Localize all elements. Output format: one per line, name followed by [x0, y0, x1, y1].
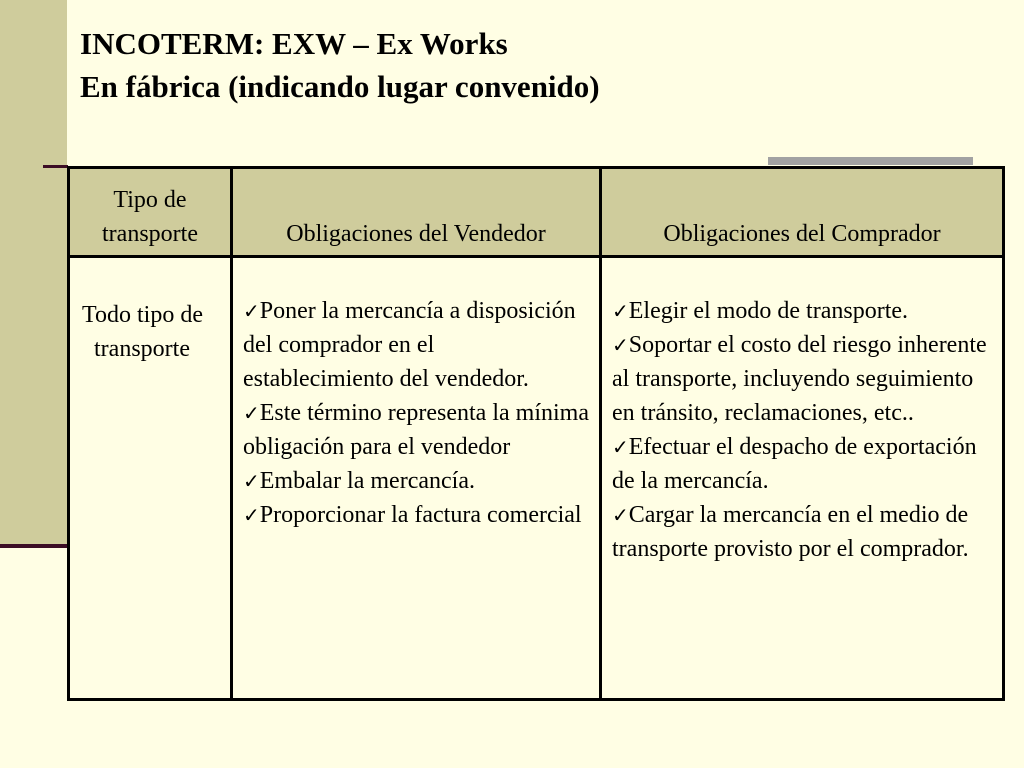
header-seller-obligations: Obligaciones del Vendedor	[232, 168, 601, 257]
incoterm-table	[67, 166, 1005, 701]
header-buyer-obligations: Obligaciones del Comprador	[601, 168, 1004, 257]
checkmark-icon: ✓	[612, 333, 629, 357]
side-accent-band	[0, 0, 67, 547]
buyer-obligation-text: Efectuar el despacho de exportación de la mercancía.	[612, 434, 977, 494]
list-item	[243, 498, 589, 532]
title-line-1: INCOTERM: EXW – Ex Works	[80, 26, 508, 61]
cell-buyer-obligations	[601, 257, 1004, 700]
buyer-obligation-text: Elegir el modo de transporte.	[628, 298, 909, 324]
checkmark-icon: ✓	[612, 503, 629, 527]
list-item	[612, 328, 992, 430]
header-transport-type	[69, 168, 232, 257]
list-item	[612, 430, 992, 498]
slide-title	[80, 22, 600, 108]
checkmark-icon: ✓	[243, 503, 260, 527]
title-line-2: En fábrica (indicando lugar convenido)	[80, 69, 600, 104]
list-item	[243, 294, 589, 396]
header-transport-type-label: Tipo de transporte	[102, 187, 198, 247]
buyer-obligation-text: Soportar el costo del riesgo inherente al transporte, incluyendo seguimiento en tránsito, reclamaciones, etc..	[612, 332, 987, 426]
cell-seller-obligations	[232, 257, 601, 700]
list-item	[243, 464, 589, 498]
buyer-obligation-text: Cargar la mercancía en el medio de transporte provisto por el comprador.	[612, 502, 969, 562]
accent-rule-top	[43, 165, 68, 168]
seller-obligation-text: Embalar la mercancía.	[259, 468, 475, 494]
table-row	[69, 257, 1004, 700]
list-item	[612, 498, 992, 566]
seller-obligation-text: Proporcionar la factura comercial	[259, 502, 582, 528]
checkmark-icon: ✓	[243, 401, 260, 425]
checkmark-icon: ✓	[612, 299, 629, 323]
seller-obligation-text: Poner la mercancía a disposición del comprador en el establecimiento del vendedor.	[243, 298, 576, 392]
checkmark-icon: ✓	[243, 469, 260, 493]
accent-rule-bottom	[0, 544, 68, 548]
list-item	[612, 294, 992, 328]
transport-type-text: Todo tipo de transporte	[82, 302, 203, 362]
cell-transport-type	[69, 257, 232, 700]
seller-obligation-text: Este término representa la mínima obligación para el vendedor	[243, 400, 589, 460]
decorative-grey-bar	[768, 157, 973, 165]
list-item	[243, 396, 589, 464]
table-header-row	[69, 168, 1004, 257]
checkmark-icon: ✓	[612, 435, 629, 459]
checkmark-icon: ✓	[243, 299, 260, 323]
